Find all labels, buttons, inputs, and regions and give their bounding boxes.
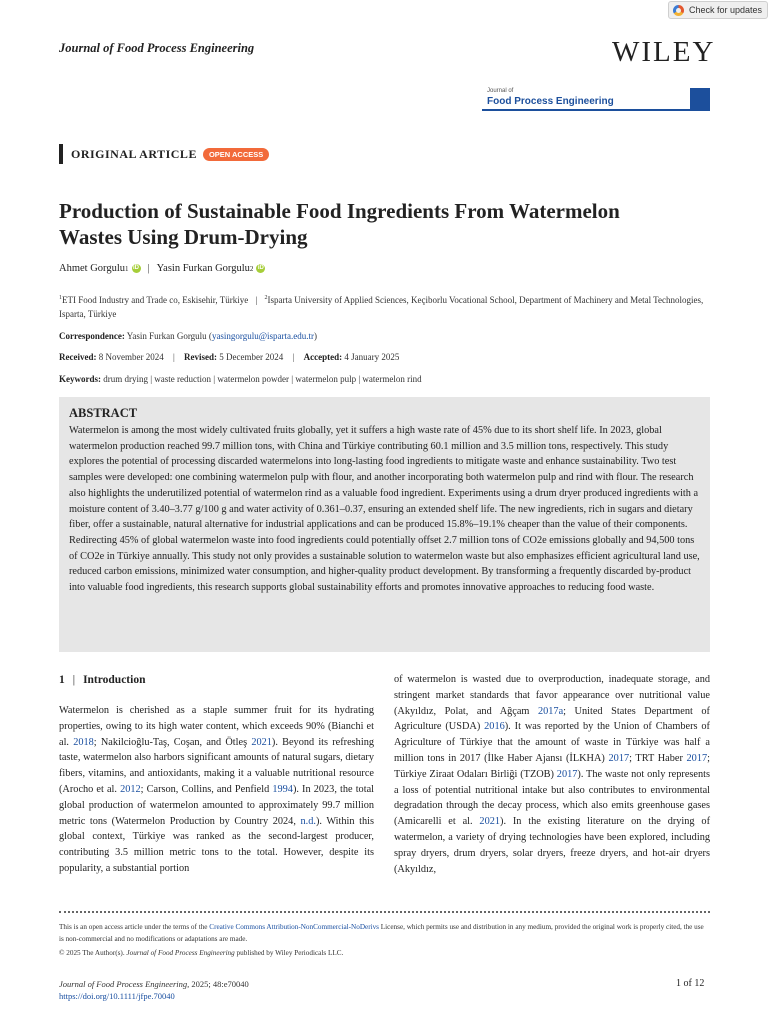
correspondence-label: Correspondence:	[59, 331, 125, 341]
body-column-left	[59, 703, 374, 877]
license-link[interactable]: Creative Commons Attribution-NonCommercial-NoDerivs	[209, 923, 379, 931]
revised-date: 5 December 2024	[219, 352, 284, 362]
body-text: ; Nakilcioğlu-Taş, Coşan, and Ötleş	[93, 736, 252, 748]
license-note	[59, 921, 710, 945]
body-text: ). Within this global context, Türkiye was ranked as the second-largest producer, contributing 3.5 million metric tons to the total. However, despite its popularity, a substantial portion	[59, 815, 374, 874]
check-for-updates-label: Check for updates	[689, 5, 763, 15]
received-date: 8 November 2024	[98, 352, 164, 362]
body-text: ). The waste not only represents a loss of potential nutritional intake but also contributes to environmental degradation through the decay process, which also emits greenhouse gases (Amicarelli et al.	[394, 768, 710, 828]
journal-banner-title: Food Process Engineering	[487, 96, 614, 107]
citation-link[interactable]: 2021	[479, 816, 501, 828]
body-text: ; TRT Haber	[629, 752, 687, 764]
correspondence-close: )	[314, 331, 318, 341]
author-name[interactable]: Yasin Furkan Gorgulu	[156, 263, 250, 274]
copyright-text: © 2025 The Author(s).	[59, 949, 127, 957]
open-access-badge: OPEN ACCESS	[203, 148, 269, 161]
citation-link[interactable]: 1994	[272, 783, 293, 795]
doi-link[interactable]: https://doi.org/10.1111/jfpe.70040	[59, 991, 175, 1001]
affiliation-separator: |	[255, 295, 258, 305]
license-text: This is an open access article under the terms of the	[59, 923, 210, 931]
body-text: ). In the existing literature on the drying of watermelon, a variety of drying technologies have been explored, including spray dryers, drum dryers, solar dryers, freeze dryers, and hot-air dryers (Akyıldız,	[394, 816, 710, 875]
body-text: ). It was reported by the Union of Chambers of Agriculture of Türkiye that the amount of waste in Türkiye was half a million tons in 2017 (İlke Haber Ajansı (İLKHA)	[394, 721, 710, 764]
page-number: 1 of 12	[676, 978, 705, 989]
body-column-right	[394, 672, 710, 877]
citation-link[interactable]: 2018	[73, 736, 94, 748]
section-heading	[59, 674, 145, 686]
section-separator: |	[72, 674, 76, 686]
section-title: Introduction	[83, 674, 146, 686]
abstract-heading: ABSTRACT	[69, 406, 138, 420]
copyright-journal: Journal of Food Process Engineering	[126, 949, 235, 957]
body-text: ). In 2023, the total global production of watermelon amounted to approximately 99.7 million metric tons (Watermelon Production by Country 2024,	[59, 783, 374, 827]
citation-link[interactable]: 2012	[120, 783, 141, 795]
citation-link[interactable]: 2017a	[537, 705, 564, 717]
citation-link[interactable]: 2017	[608, 752, 630, 764]
citation-link[interactable]: 2021	[251, 736, 272, 748]
keywords-label: Keywords:	[59, 374, 101, 384]
correspondence-name: Yasin Furkan Gorgulu (	[126, 331, 212, 341]
revised-label: Revised:	[184, 352, 218, 362]
footer-divider	[59, 911, 710, 913]
affiliation-sup: 2	[264, 295, 268, 301]
article-type-label: ORIGINAL ARTICLE	[71, 146, 197, 161]
citation-link[interactable]: 2017	[686, 752, 708, 764]
body-text: ). Beyond its refreshing taste, watermelon also harbors significant amounts of natural sugars, dietary fibers, vitamins, and antioxidants, making it a valuable nutritional resource (Arocho et al.	[59, 736, 374, 795]
abstract-box	[59, 397, 710, 652]
body-text: of watermelon is wasted due to overproduction, inadequate storage, and stringent market standards that favor appearance over nutritional value (Akyıldız, Polat, and Ağçam	[394, 674, 710, 717]
journal-banner	[482, 88, 710, 111]
affiliation-sup: 1	[59, 295, 62, 301]
accepted-date: 4 January 2025	[344, 352, 400, 362]
date-separator: |	[292, 352, 295, 362]
affiliation-text: Isparta University of Applied Sciences, Keçiborlu Vocational School, Department of Machinery and Metal Technologies, Isparta, Türkiye	[59, 295, 704, 319]
date-separator: |	[172, 352, 175, 362]
keywords-list: drum drying | waste reduction | watermelon powder | watermelon pulp | watermelon rind	[103, 374, 422, 384]
orcid-icon[interactable]: iD	[257, 265, 264, 271]
body-text: ; Türkiye Ziraat Odaları Birliği (TZOB)	[394, 752, 710, 780]
body-text: ; United States Department of Agriculture (USDA)	[394, 705, 710, 733]
citation-link[interactable]: 2017	[556, 768, 578, 780]
body-text: Watermelon is cherished as a staple summer fruit for its hydrating properties, owing to its high water content, which exceeds 90% (	[59, 705, 374, 732]
body-text: ; Carson, Collins, and Penfield	[140, 783, 273, 795]
author-name[interactable]: Ahmet Gorgulu	[59, 263, 126, 274]
footer-journal: Journal of Food Process Engineering,	[59, 979, 190, 989]
footer-volume: 2025; 48:e70040	[189, 979, 249, 989]
author-separator: |	[147, 263, 150, 274]
crossmark-icon	[673, 5, 684, 16]
author-affiliation-sup: 1	[125, 264, 129, 273]
orcid-icon[interactable]: iD	[133, 265, 140, 271]
correspondence-email-link[interactable]: yasingorgulu@isparta.edu.tr	[211, 331, 315, 341]
copyright-note	[59, 949, 343, 957]
publisher-logo: WILEY	[612, 36, 716, 68]
abstract-text: Watermelon is among the most widely cultivated fruits globally, yet it suffers a high waste rate of 45% due to its short shelf life. In 2023, global watermelon production reached 99.7 million tons, with China and Türkiye contributing 60.1 million and 3.5 million tons, respectively. This study explores the potential of processing discarded watermelons into long-lasting food ingredients to mitigate waste and enhance sustainability. Two test samples were developed: one combining watermelon pulp with flour, and another incorporating both watermelon pulp and rind with flour. The research also highlights the underutilized potential of watermelon rind as a valuable food ingredient. Experiments using a drum dryer produced ingredients with a moisture content of 3.40–3.77 g/100 g and water activity of 0.361–0.37, ensuring an extended shelf life. The new ingredients, rich in sugars and dietary fiber, offer a sustainable, natural alternative for industrial applications and can be produced 15.8%–19.1% cheaper than the value of their components. Redirecting 45% of global watermelon waste into food ingredients could potentially offset 2.7 million tons of CO2e emissions globally and 94,500 tons of CO2e in Türkiye annually. This study not only provides a sustainable solution to watermelon waste but also emphasizes efficient agricultural land use, reduced carbon emissions, minimized water consumption, and higher-quality product development. By transforming a frequently discarded by-product into valuable food ingredients, this research supports global sustainability efforts and promotes innovative approaches to reducing food waste.	[69, 425, 700, 594]
received-label: Received:	[59, 352, 97, 362]
affiliations	[59, 291, 711, 321]
keywords	[59, 374, 422, 384]
license-text: License, which permits use and distribution in any medium, provided the original work is properly cited, the use is non-commercial and no modifications or adaptations are made.	[59, 923, 704, 944]
check-for-updates-badge[interactable]	[668, 1, 768, 19]
footer-citation	[59, 979, 249, 989]
accepted-label: Accepted:	[303, 352, 343, 362]
affiliation-text: ETI Food Industry and Trade co, Eskisehir, Türkiye	[62, 295, 249, 305]
journal-banner-small: Journal of	[487, 88, 514, 94]
article-type	[59, 144, 269, 164]
article-dates	[59, 352, 399, 362]
article-title: Production of Sustainable Food Ingredients From Watermelon Wastes Using Drum-Drying	[59, 199, 620, 249]
citation-link[interactable]: n.d.	[300, 815, 316, 827]
section-number: 1	[59, 674, 65, 686]
copyright-text: published by Wiley Periodicals LLC.	[234, 949, 344, 957]
author-list	[59, 263, 265, 274]
body-text: Bianchi et al.	[59, 720, 374, 748]
journal-name-header: Journal of Food Process Engineering	[59, 41, 255, 55]
author-affiliation-sup: 2	[249, 264, 254, 273]
citation-link[interactable]: 2016	[484, 721, 505, 733]
correspondence	[59, 331, 317, 341]
